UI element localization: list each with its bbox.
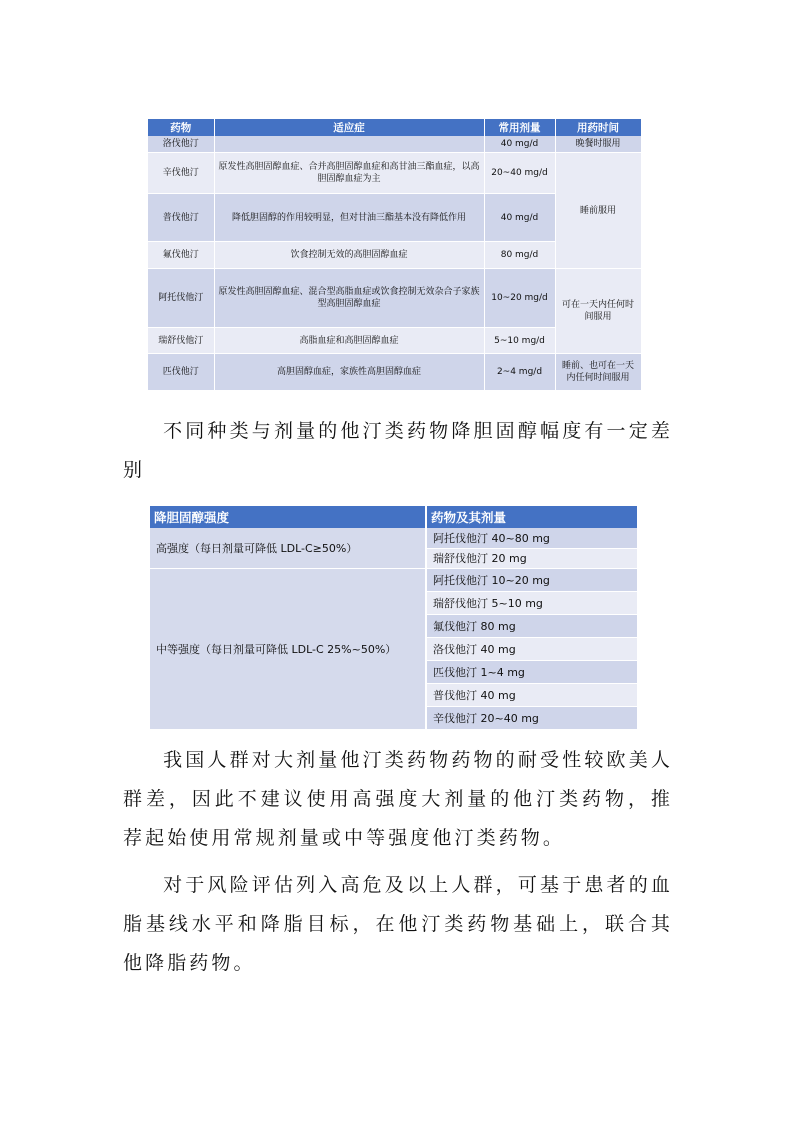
- indication-cell: [214, 136, 484, 153]
- high-intensity-label: 高强度（每日剂量可降低 LDL-C≥50%）: [150, 528, 426, 569]
- indication-cell: 原发性高胆固醇血症、混合型高脂血症或饮食控制无效杂合子家族型高胆固醇血症: [214, 269, 484, 328]
- header-drug-dose: 药物及其剂量: [426, 506, 638, 528]
- dose-cell: 10~20 mg/d: [484, 269, 555, 328]
- table-row: [148, 269, 641, 328]
- drug-cell: 阿托伐他汀: [148, 269, 214, 328]
- time-cell: 睡前、也可在一天内任何时间服用: [555, 354, 641, 391]
- table-row: [148, 354, 641, 391]
- paragraph-intensity-intro: 不同种类与剂量的他汀类药物降胆固醇幅度有一定差别: [123, 420, 673, 481]
- header-time: 用药时间: [555, 119, 641, 136]
- drug-cell: 氟伐他汀: [148, 242, 214, 269]
- table-row: [148, 153, 641, 194]
- drug-cell: 辛伐他汀: [148, 153, 214, 194]
- dose-cell: 5~10 mg/d: [484, 328, 555, 354]
- dose-cell: 40 mg/d: [484, 194, 555, 242]
- dose-cell: 20~40 mg/d: [484, 153, 555, 194]
- dose-cell: 2~4 mg/d: [484, 354, 555, 391]
- drug-dose-cell: 匹伐他汀 1~4 mg: [426, 661, 638, 684]
- drug-dose-cell: 氟伐他汀 80 mg: [426, 615, 638, 638]
- drug-cell: 匹伐他汀: [148, 354, 214, 391]
- header-indication: 适应症: [214, 119, 484, 136]
- time-cell-merged: 可在一天内任何时间服用: [555, 269, 641, 354]
- indication-cell: 饮食控制无效的高胆固醇血症: [214, 242, 484, 269]
- drug-dose-cell: 阿托伐他汀 40~80 mg: [426, 528, 638, 548]
- dose-cell: 40 mg/d: [484, 136, 555, 153]
- dose-cell: 80 mg/d: [484, 242, 555, 269]
- indication-cell: 降低胆固醇的作用较明显，但对甘油三酯基本没有降低作用: [214, 194, 484, 242]
- indication-cell: 高胆固醇血症，家族性高胆固醇血症: [214, 354, 484, 391]
- drug-dose-cell: 瑞舒伐他汀 20 mg: [426, 548, 638, 569]
- statin-indication-table: [148, 119, 642, 391]
- header-drug: 药物: [148, 119, 214, 136]
- table-row: [150, 528, 638, 548]
- table-header-row: [148, 119, 641, 136]
- drug-cell: 普伐他汀: [148, 194, 214, 242]
- indication-cell: 高脂血症和高胆固醇血症: [214, 328, 484, 354]
- header-dose: 常用剂量: [484, 119, 555, 136]
- drug-dose-cell: 辛伐他汀 20~40 mg: [426, 707, 638, 730]
- time-cell: 晚餐时服用: [555, 136, 641, 153]
- drug-cell: 瑞舒伐他汀: [148, 328, 214, 354]
- drug-dose-cell: 阿托伐他汀 10~20 mg: [426, 569, 638, 592]
- paragraph-tolerance: 我国人群对大剂量他汀类药物药物的耐受性较欧美人群差，因此不建议使用高强度大剂量的他汀类药物，推荐起始使用常规剂量或中等强度他汀类药物。: [123, 749, 673, 849]
- drug-dose-cell: 洛伐他汀 40 mg: [426, 638, 638, 661]
- drug-cell: 洛伐他汀: [148, 136, 214, 153]
- header-intensity: 降胆固醇强度: [150, 506, 426, 528]
- table-row: [148, 136, 641, 153]
- statin-intensity-table: [150, 506, 639, 730]
- table-row: [150, 569, 638, 592]
- drug-dose-cell: 普伐他汀 40 mg: [426, 684, 638, 707]
- mid-intensity-label: 中等强度（每日剂量可降低 LDL-C 25%~50%）: [150, 569, 426, 730]
- indication-cell: 原发性高胆固醇血症、合并高胆固醇血症和高甘油三酯血症，以高胆固醇血症为主: [214, 153, 484, 194]
- drug-dose-cell: 瑞舒伐他汀 5~10 mg: [426, 592, 638, 615]
- paragraph-combination-therapy: 对于风险评估列入高危及以上人群，可基于患者的血脂基线水平和降脂目标，在他汀类药物基础上，联合其他降脂药物。: [123, 874, 673, 974]
- time-cell-merged: 睡前服用: [555, 153, 641, 269]
- table-header-row: [150, 506, 638, 528]
